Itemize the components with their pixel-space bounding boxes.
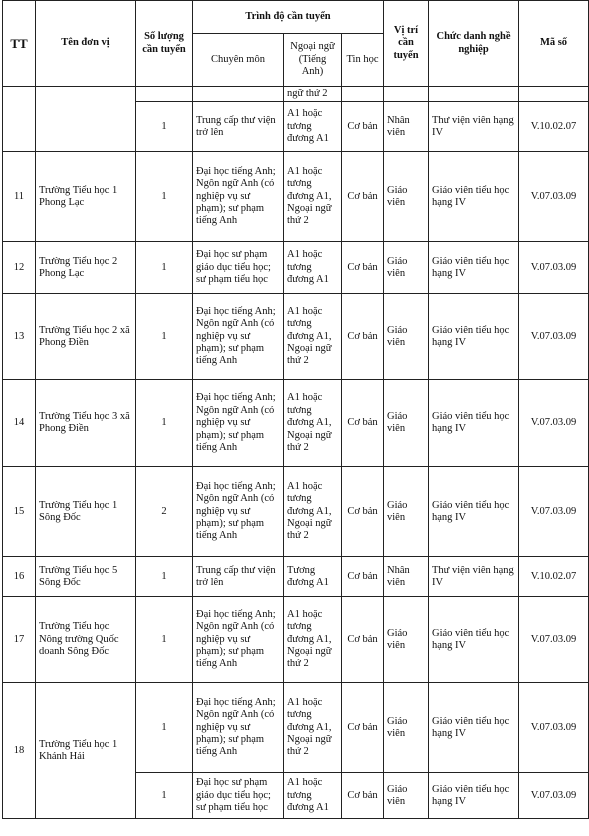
cell-it: Cơ bản (342, 773, 384, 819)
cell-unit: Trường Tiểu học 5 Sông Đốc (36, 557, 136, 597)
cell-major: Đại học sư phạm giáo dục tiểu học; sư phạm tiểu học (193, 773, 284, 819)
cell-tt: 15 (3, 467, 36, 557)
cell-major: Đại học tiếng Anh; Ngôn ngữ Anh (có nghiệp vụ sư phạm); sư phạm tiếng Anh (193, 467, 284, 557)
cell-tt: 14 (3, 380, 36, 467)
cell-title: Giáo viên tiểu học hạng IV (429, 597, 519, 683)
cell-lang: A1 hoặc tương đương A1, Ngoại ngữ thứ 2 (284, 467, 342, 557)
cell-major: Trung cấp thư viện trở lên (193, 102, 284, 152)
cell-it: Cơ bản (342, 102, 384, 152)
cell-title: Giáo viên tiểu học hạng IV (429, 380, 519, 467)
cell-tt: 17 (3, 597, 36, 683)
cell-code: V.10.02.07 (519, 557, 589, 597)
header-tt: TT (3, 1, 36, 87)
cell-position: Giáo viên (384, 773, 429, 819)
cell-qty: 1 (136, 380, 193, 467)
cell-position: Nhân viên (384, 557, 429, 597)
cell-lang: Tương đương A1 (284, 557, 342, 597)
cell-lang: A1 hoặc tương đương A1, Ngoại ngữ thứ 2 (284, 597, 342, 683)
table-row (3, 380, 589, 467)
table-row (3, 294, 589, 380)
cell-position: Giáo viên (384, 597, 429, 683)
cell-unit: Trường Tiểu học 2 xã Phong Điền (36, 294, 136, 380)
header-qty: Số lượng cần tuyển (136, 1, 193, 87)
cell-qty: 1 (136, 773, 193, 819)
cell-tt: 18 (3, 683, 36, 819)
recruitment-table (2, 0, 589, 819)
table-row (3, 242, 589, 294)
cell-lang: A1 hoặc tương đương A1, Ngoại ngữ thứ 2 (284, 152, 342, 242)
table-row (3, 683, 589, 773)
header-lang: Ngoại ngữ (Tiếng Anh) (284, 34, 342, 87)
cell-code: V.07.03.09 (519, 683, 589, 773)
cell-position: Giáo viên (384, 467, 429, 557)
cell-position: Nhân viên (384, 102, 429, 152)
cell-it: Cơ bản (342, 380, 384, 467)
header-code: Mã số (519, 1, 589, 87)
header-unit: Tên đơn vị (36, 1, 136, 87)
table-row (3, 87, 589, 102)
cell-tt: 16 (3, 557, 36, 597)
cell-code: V.07.03.09 (519, 294, 589, 380)
cell-unit: Trường Tiểu học 2 Phong Lạc (36, 242, 136, 294)
header-it: Tin học (342, 34, 384, 87)
cell-code: V.07.03.09 (519, 380, 589, 467)
cell-qty: 1 (136, 294, 193, 380)
cell-lang: A1 hoặc tương đương A1, Ngoại ngữ thứ 2 (284, 380, 342, 467)
cell-title: Giáo viên tiểu học hạng IV (429, 467, 519, 557)
cell-qty: 2 (136, 467, 193, 557)
cell-code: V.07.03.09 (519, 152, 589, 242)
cell-major: Trung cấp thư viện trở lên (193, 557, 284, 597)
cell-code: V.10.02.07 (519, 102, 589, 152)
cell-it: Cơ bản (342, 467, 384, 557)
cell-position: Giáo viên (384, 152, 429, 242)
cell-code: V.07.03.09 (519, 242, 589, 294)
cell-code: V.07.03.09 (519, 467, 589, 557)
cell-it: Cơ bản (342, 597, 384, 683)
cell-lang: A1 hoặc tương đương A1 (284, 102, 342, 152)
cell-major: Đại học tiếng Anh; Ngôn ngữ Anh (có nghiệp vụ sư phạm); sư phạm tiếng Anh (193, 597, 284, 683)
header-level: Trình độ cần tuyển (193, 1, 384, 34)
header-major: Chuyên môn (193, 34, 284, 87)
cell-lang: ngữ thứ 2 (284, 87, 342, 102)
cell-title: Giáo viên tiểu học hạng IV (429, 152, 519, 242)
cell-it: Cơ bản (342, 294, 384, 380)
cell-it (342, 87, 384, 102)
cell-it: Cơ bản (342, 152, 384, 242)
cell-title: Giáo viên tiểu học hạng IV (429, 242, 519, 294)
cell-position: Giáo viên (384, 294, 429, 380)
cell-code: V.07.03.09 (519, 597, 589, 683)
cell-lang: A1 hoặc tương đương A1, Ngoại ngữ thứ 2 (284, 683, 342, 773)
table-row (3, 557, 589, 597)
table-row (3, 467, 589, 557)
table-row (3, 597, 589, 683)
cell-major: Đại học tiếng Anh; Ngôn ngữ Anh (có nghiệp vụ sư phạm); sư phạm tiếng Anh (193, 294, 284, 380)
header-position: Vị trí cần tuyển (384, 1, 429, 87)
cell-qty: 1 (136, 683, 193, 773)
cell-title: Giáo viên tiểu học hạng IV (429, 683, 519, 773)
cell-code: V.07.03.09 (519, 773, 589, 819)
cell-major (193, 87, 284, 102)
cell-lang: A1 hoặc tương đương A1, Ngoại ngữ thứ 2 (284, 294, 342, 380)
cell-position (384, 87, 429, 102)
cell-qty: 1 (136, 597, 193, 683)
cell-it: Cơ bản (342, 683, 384, 773)
cell-lang: A1 hoặc tương đương A1 (284, 773, 342, 819)
cell-major: Đại học tiếng Anh; Ngôn ngữ Anh (có nghiệp vụ sư phạm); sư phạm tiếng Anh (193, 683, 284, 773)
cell-position: Giáo viên (384, 242, 429, 294)
cell-major: Đại học sư phạm giáo dục tiểu học; sư phạm tiểu học (193, 242, 284, 294)
cell-qty: 1 (136, 242, 193, 294)
table-row (3, 152, 589, 242)
cell-qty: 1 (136, 102, 193, 152)
cell-qty: 1 (136, 152, 193, 242)
cell-tt (3, 87, 36, 152)
cell-title: Giáo viên tiểu học hạng IV (429, 773, 519, 819)
cell-unit (36, 87, 136, 152)
cell-position: Giáo viên (384, 380, 429, 467)
cell-major: Đại học tiếng Anh; Ngôn ngữ Anh (có nghiệp vụ sư phạm); sư phạm tiếng Anh (193, 152, 284, 242)
cell-it: Cơ bản (342, 557, 384, 597)
cell-major: Đại học tiếng Anh; Ngôn ngữ Anh (có nghiệp vụ sư phạm); sư phạm tiếng Anh (193, 380, 284, 467)
cell-lang: A1 hoặc tương đương A1 (284, 242, 342, 294)
cell-unit: Trường Tiểu học 1 Phong Lạc (36, 152, 136, 242)
cell-unit: Trường Tiểu học 3 xã Phong Điền (36, 380, 136, 467)
cell-tt: 13 (3, 294, 36, 380)
cell-tt: 11 (3, 152, 36, 242)
cell-qty (136, 87, 193, 102)
cell-code (519, 87, 589, 102)
cell-tt: 12 (3, 242, 36, 294)
cell-unit: Trường Tiểu học Nông trường Quốc doanh Sông Đốc (36, 597, 136, 683)
cell-it: Cơ bản (342, 242, 384, 294)
header-title: Chức danh nghề nghiệp (429, 1, 519, 87)
cell-title: Giáo viên tiểu học hạng IV (429, 294, 519, 380)
cell-unit: Trường Tiểu học 1 Sông Đốc (36, 467, 136, 557)
cell-unit: Trường Tiểu học 1 Khánh Hải (36, 683, 136, 819)
cell-title: Thư viện viên hạng IV (429, 102, 519, 152)
cell-title (429, 87, 519, 102)
cell-title: Thư viện viên hạng IV (429, 557, 519, 597)
cell-qty: 1 (136, 557, 193, 597)
cell-position: Giáo viên (384, 683, 429, 773)
